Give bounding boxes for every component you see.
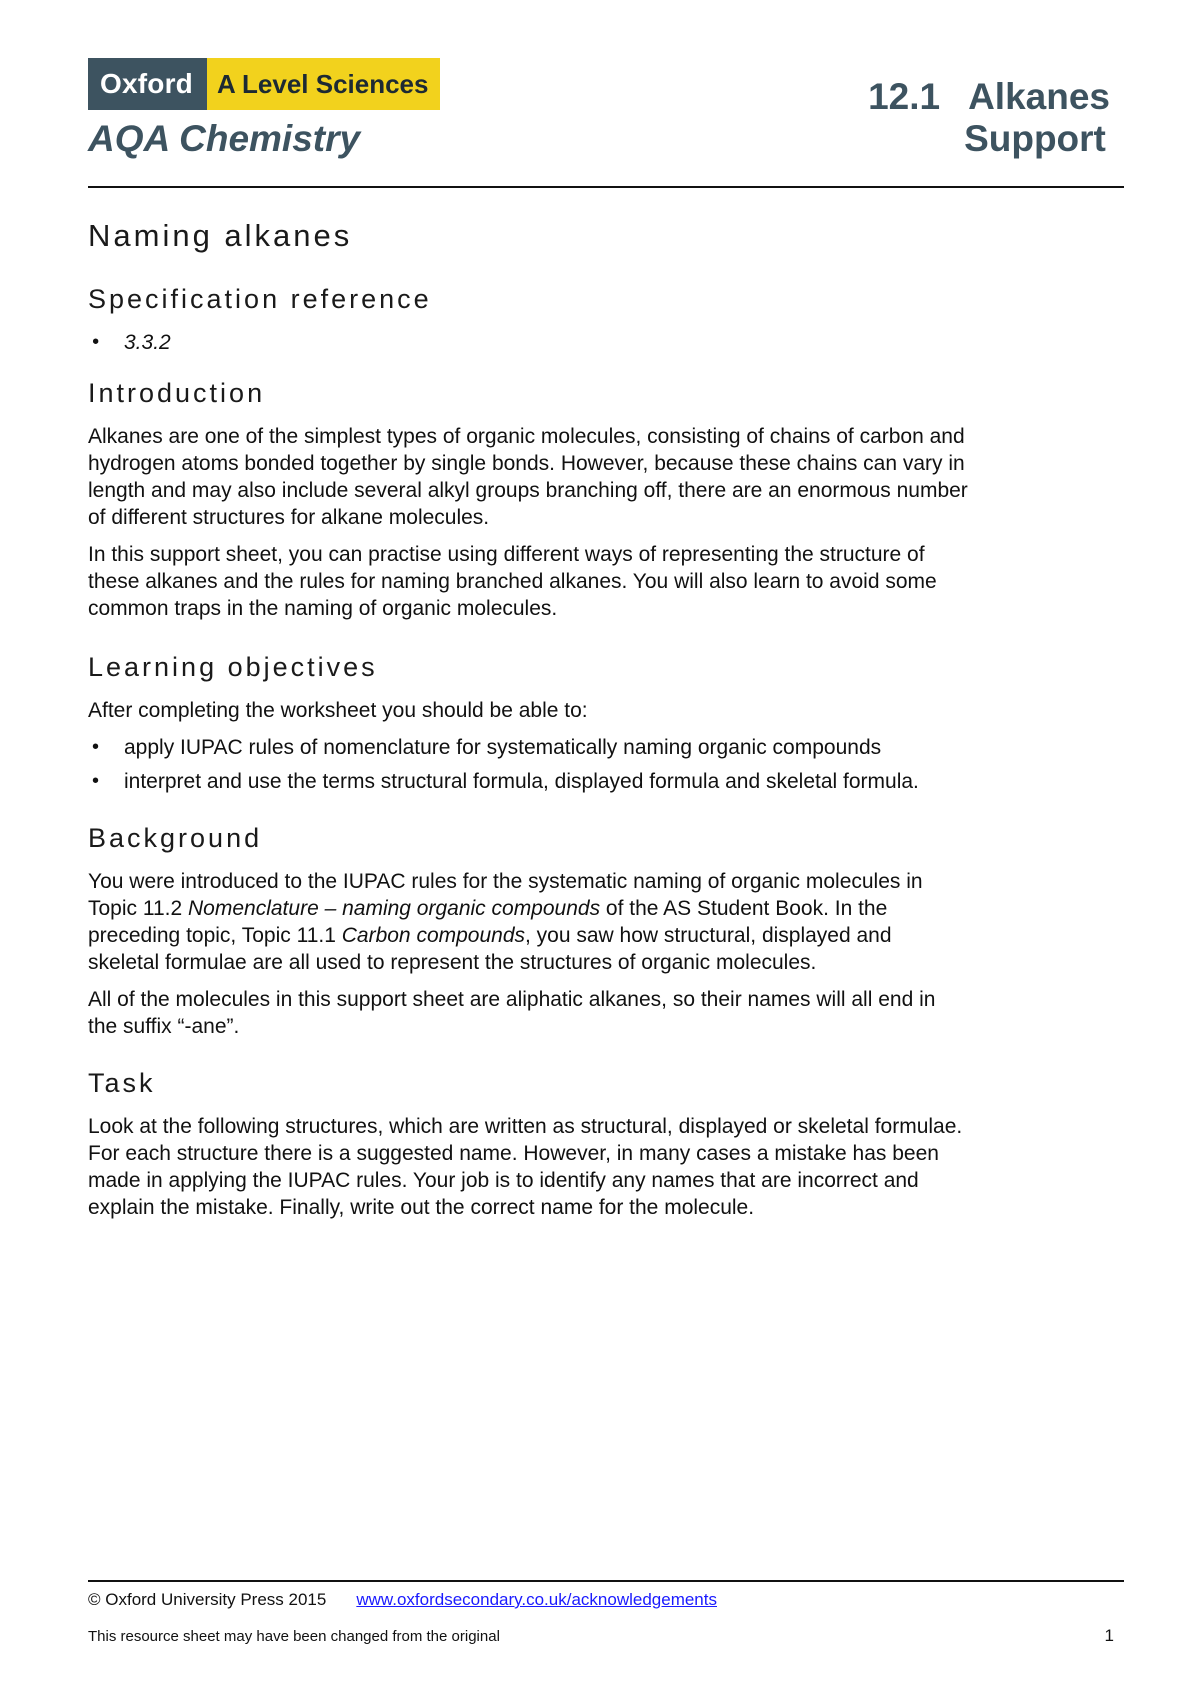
specification-heading: Specification reference <box>88 284 432 314</box>
topic-reference: Carbon compounds <box>341 924 526 947</box>
learning-objectives-heading: Learning objectives <box>88 652 378 682</box>
background-paragraph <box>88 868 968 976</box>
background-section <box>88 823 968 1040</box>
brand-oxford: Oxford <box>88 58 207 110</box>
list-item: • apply IUPAC rules of nomenclature for systematically naming organic compounds <box>88 734 968 761</box>
brand-series: A Level Sciences <box>207 58 441 110</box>
learning-objectives-list <box>88 734 968 795</box>
topic-number: 12.1 <box>868 76 941 117</box>
copyright-text: © Oxford University Press 2015 <box>88 1590 327 1609</box>
subject-title: AQA Chemistry <box>88 118 361 159</box>
task-paragraph: Look at the following structures, which are written as structural, displayed or skeletal formulae. For each structure there is a suggested name. However, in many cases a mistake has been made in applying the IUPAC rules. Your job is to identify any names that are incorrect and explain the mistake. Finally, write out the correct name for the molecule. <box>88 1115 963 1219</box>
specification-list <box>88 329 968 356</box>
acknowledgements-link[interactable]: www.oxfordsecondary.co.uk/acknowledgements <box>356 1590 717 1609</box>
learning-objectives-intro: After completing the worksheet you should be able to: <box>88 699 588 722</box>
specification-section <box>88 284 968 356</box>
task-section <box>88 1068 968 1221</box>
task-heading: Task <box>88 1068 156 1098</box>
learning-objectives-section <box>88 652 968 795</box>
introduction-section <box>88 378 968 622</box>
main-content <box>88 210 968 1221</box>
background-text: , you saw how structural, displayed and skeletal formulae are all used to represent the structures of organic molecules. <box>88 924 892 974</box>
footer-divider <box>88 1580 1124 1582</box>
background-heading: Background <box>88 823 263 853</box>
topic-title: Alkanes <box>968 76 1110 117</box>
topic-reference: Nomenclature – naming organic compounds <box>188 897 601 920</box>
header-divider <box>88 186 1124 188</box>
page-title: Naming alkanes <box>88 218 353 253</box>
sheet-type: Support <box>964 118 1106 159</box>
background-text: of the AS Student Book. In the preceding topic, Topic 11.1 <box>88 897 888 947</box>
brand-logo <box>88 58 440 110</box>
list-item: • interpret and use the terms structural formula, displayed formula and skeletal formula. <box>88 768 968 795</box>
list-item: • 3.3.2 <box>88 329 968 356</box>
introduction-paragraph: Alkanes are one of the simplest types of organic molecules, consisting of chains of carbon and hydrogen atoms bonded together by single bonds. However, because these chains can vary in length and may also include several alkyl groups branching off, there are an enormous number of different structures for alkane molecules. <box>88 425 968 529</box>
introduction-paragraph: In this support sheet, you can practise using different ways of representing the structure of these alkanes and the rules for naming branched alkanes. You will also learn to avoid some common traps in the naming of organic molecules. <box>88 543 937 620</box>
background-paragraph: All of the molecules in this support sheet are aliphatic alkanes, so their names will all end in the suffix “-ane”. <box>88 988 936 1038</box>
page-number: 1 <box>1104 1626 1114 1645</box>
topic-heading <box>868 76 1110 160</box>
footer-note: This resource sheet may have been changed from the original <box>88 1628 500 1645</box>
introduction-heading: Introduction <box>88 378 266 408</box>
background-text: You were introduced to the IUPAC rules for the systematic naming of organic molecules in Topic 11.2 <box>88 870 923 920</box>
footer <box>88 1590 717 1610</box>
